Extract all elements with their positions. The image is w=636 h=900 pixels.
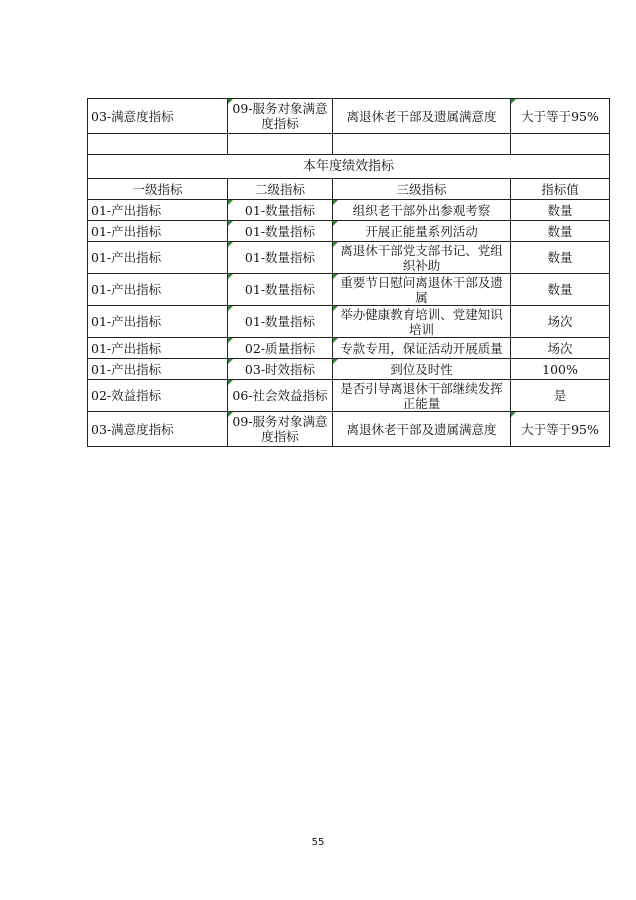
level1-cell: 03-满意度指标 xyxy=(88,412,228,447)
empty-cell xyxy=(511,134,610,155)
table-row-empty xyxy=(88,134,610,155)
value-cell: 场次 xyxy=(511,306,610,338)
value-cell: 数量 xyxy=(511,274,610,306)
value-cell: 大于等于95% xyxy=(511,99,610,134)
page-number: 55 xyxy=(311,837,325,848)
level3-cell: 组织老干部外出参观考察 xyxy=(333,200,511,221)
level1-cell: 01-产出指标 xyxy=(88,359,228,380)
level3-cell: 到位及时性 xyxy=(333,359,511,380)
level1-cell: 02-效益指标 xyxy=(88,380,228,412)
level3-cell: 离退休老干部及遗属满意度 xyxy=(333,412,511,447)
table-row xyxy=(88,274,610,306)
table-row xyxy=(88,99,610,134)
level2-cell: 01-数量指标 xyxy=(228,200,333,221)
empty-cell xyxy=(228,134,333,155)
level2-cell: 06-社会效益指标 xyxy=(228,380,333,412)
table-row xyxy=(88,412,610,447)
value-cell: 100% xyxy=(511,359,610,380)
level1-cell: 01-产出指标 xyxy=(88,200,228,221)
empty-cell xyxy=(88,134,228,155)
level2-cell: 09-服务对象满意度指标 xyxy=(228,99,333,134)
empty-cell xyxy=(333,134,511,155)
level3-cell: 开展正能量系列活动 xyxy=(333,221,511,242)
level2-cell: 01-数量指标 xyxy=(228,274,333,306)
value-cell: 场次 xyxy=(511,338,610,359)
table-row xyxy=(88,221,610,242)
header-level2: 二级指标 xyxy=(228,179,333,200)
table-row xyxy=(88,359,610,380)
value-cell: 是 xyxy=(511,380,610,412)
table-row xyxy=(88,242,610,274)
level2-cell: 03-时效指标 xyxy=(228,359,333,380)
header-value: 指标值 xyxy=(511,179,610,200)
level3-cell: 重要节日慰问离退休干部及遗属 xyxy=(333,274,511,306)
level1-cell: 01-产出指标 xyxy=(88,242,228,274)
section-title: 本年度绩效指标 xyxy=(88,155,610,179)
table-row xyxy=(88,200,610,221)
value-cell: 大于等于95% xyxy=(511,412,610,447)
value-cell: 数量 xyxy=(511,221,610,242)
level1-cell: 01-产出指标 xyxy=(88,221,228,242)
level3-cell: 专款专用，保证活动开展质量 xyxy=(333,338,511,359)
table-row xyxy=(88,380,610,412)
level1-cell: 01-产出指标 xyxy=(88,306,228,338)
level3-cell: 是否引导离退休干部继续发挥正能量 xyxy=(333,380,511,412)
level2-cell: 02-质量指标 xyxy=(228,338,333,359)
header-level3: 三级指标 xyxy=(333,179,511,200)
table-row xyxy=(88,338,610,359)
level1-cell: 03-满意度指标 xyxy=(88,99,228,134)
value-cell: 数量 xyxy=(511,200,610,221)
performance-indicator-table xyxy=(87,98,610,447)
level2-cell: 01-数量指标 xyxy=(228,306,333,338)
header-row xyxy=(88,179,610,200)
table-row xyxy=(88,306,610,338)
level3-cell: 举办健康教育培训、党建知识培训 xyxy=(333,306,511,338)
level2-cell: 09-服务对象满意度指标 xyxy=(228,412,333,447)
section-title-row xyxy=(88,155,610,179)
level3-cell: 离退休老干部及遗属满意度 xyxy=(333,99,511,134)
value-cell: 数量 xyxy=(511,242,610,274)
header-level1: 一级指标 xyxy=(88,179,228,200)
level1-cell: 01-产出指标 xyxy=(88,274,228,306)
level1-cell: 01-产出指标 xyxy=(88,338,228,359)
level2-cell: 01-数量指标 xyxy=(228,221,333,242)
level2-cell: 01-数量指标 xyxy=(228,242,333,274)
level3-cell: 离退休干部党支部书记、党组织补助 xyxy=(333,242,511,274)
